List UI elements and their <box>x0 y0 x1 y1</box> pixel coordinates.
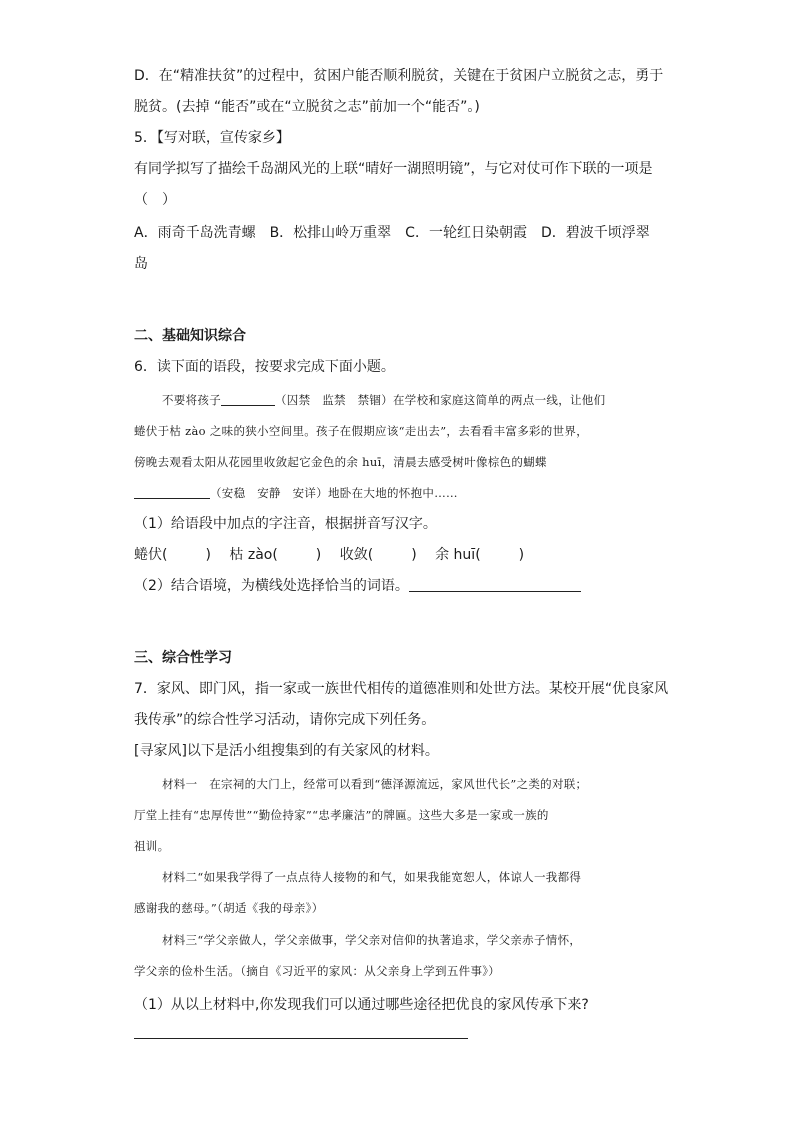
q6-stem: 6．读下面的语段，按要求完成下面小题。 <box>134 359 395 375</box>
q4-option-d-line2: 脱贫。(去掉 “能否”或在“立脱贫之志”前加一个“能否”。) <box>134 99 480 115</box>
q5-stem: 有同学拟写了描绘千岛湖风光的上联“晴好一湖照明镜”，与它对仗可作下联的一项是 <box>134 161 653 177</box>
material-3-line1: 材料三“学父亲做人，学父亲做事，学父亲对信仰的执著追求，学父亲赤子情怀， <box>162 933 582 947</box>
q6-sub1: （1）给语段中加点的字注音，根据拼音写汉字。 <box>134 516 437 532</box>
q6-passage-line1: 不要将孩子 （囚禁 监禁 禁锢）在学校和家庭这简单的两点一线，让他们 <box>162 393 606 407</box>
q6-answer-line[interactable] <box>409 577 581 592</box>
q6-passage-line3: 傍晚去观看太阳从花园里收敛起它金色的余 huī，清晨去感受树叶像棕色的蝴蝶 <box>134 455 547 469</box>
material-2-line1: 材料二“如果我学得了一点点待人接物的和气，如果我能宽恕人，体谅人一我都得 <box>162 870 582 884</box>
q5-answer-paren: （ ） <box>134 192 176 208</box>
material-1-line1: 材料一 在宗祠的大门上，经常可以看到“德泽源流远，家风世代长”之类的对联； <box>162 777 588 791</box>
q7-stem-line1: 7．家风、即门风，指一家或一族世代相传的道德准则和处世方法。某校开展“优良家风 <box>134 681 669 697</box>
q4-option-d-line1: D．在“精准扶贫”的过程中，贫困户能否顺利脱贫，关键在于贫困户立脱贫之志，勇于 <box>134 68 664 84</box>
q7-stem-line2: 我传承”的综合性学习活动，请你完成下列任务。 <box>134 712 436 728</box>
material-1-line2: 厅堂上挂有“忠厚传世”“勤俭持家”“忠孝廉洁”的牌匾。这些大多是一家或一族的 <box>134 808 549 822</box>
q6-passage-line4: （安稳 安静 安详）地卧在大地的怀抱中…… <box>134 483 458 503</box>
q6-sub2: （2）结合语境，为横线处选择恰当的词语。 <box>134 576 581 596</box>
q6-blank-1[interactable] <box>221 391 275 406</box>
q6-pinyin-row: 蜷伏( ) 枯 zào( ) 收敛( ) 余 huī( ) <box>134 547 525 563</box>
q6-blank-2[interactable] <box>134 484 210 499</box>
q7-sub1: （1）从以上材料中,你发现我们可以通过哪些途径把优良的家风传承下来? <box>134 997 589 1013</box>
material-2-line2: 感谢我的慈母。”（胡适《我的母亲》） <box>134 901 324 915</box>
q5-options: A．雨奇千岛洗青螺 B．松排山岭万重翠 C．一轮红日染朝霞 D．碧波千顷浮翠 <box>134 225 650 241</box>
q6-passage-line2: 蜷伏于枯 zào 之味的狭小空间里。孩子在假期应该“走出去”，去看看丰富多彩的世界， <box>134 424 589 438</box>
material-3-line2: 学父亲的俭朴生活。（摘自《习近平的家风：从父亲身上学到五件事》） <box>134 964 501 978</box>
section-3-heading: 三、综合性学习 <box>134 650 232 666</box>
section-2-heading: 二、基础知识综合 <box>134 328 246 344</box>
q7-answer-line[interactable] <box>134 1038 468 1039</box>
q5-title: 5．【写对联，宣传家乡】 <box>134 130 290 146</box>
q7-task: [寻家风]以下是活小组搜集到的有关家风的材料。 <box>134 743 439 759</box>
q5-options-wrap: 岛 <box>134 256 148 272</box>
material-1-line3: 祖训。 <box>134 839 170 853</box>
